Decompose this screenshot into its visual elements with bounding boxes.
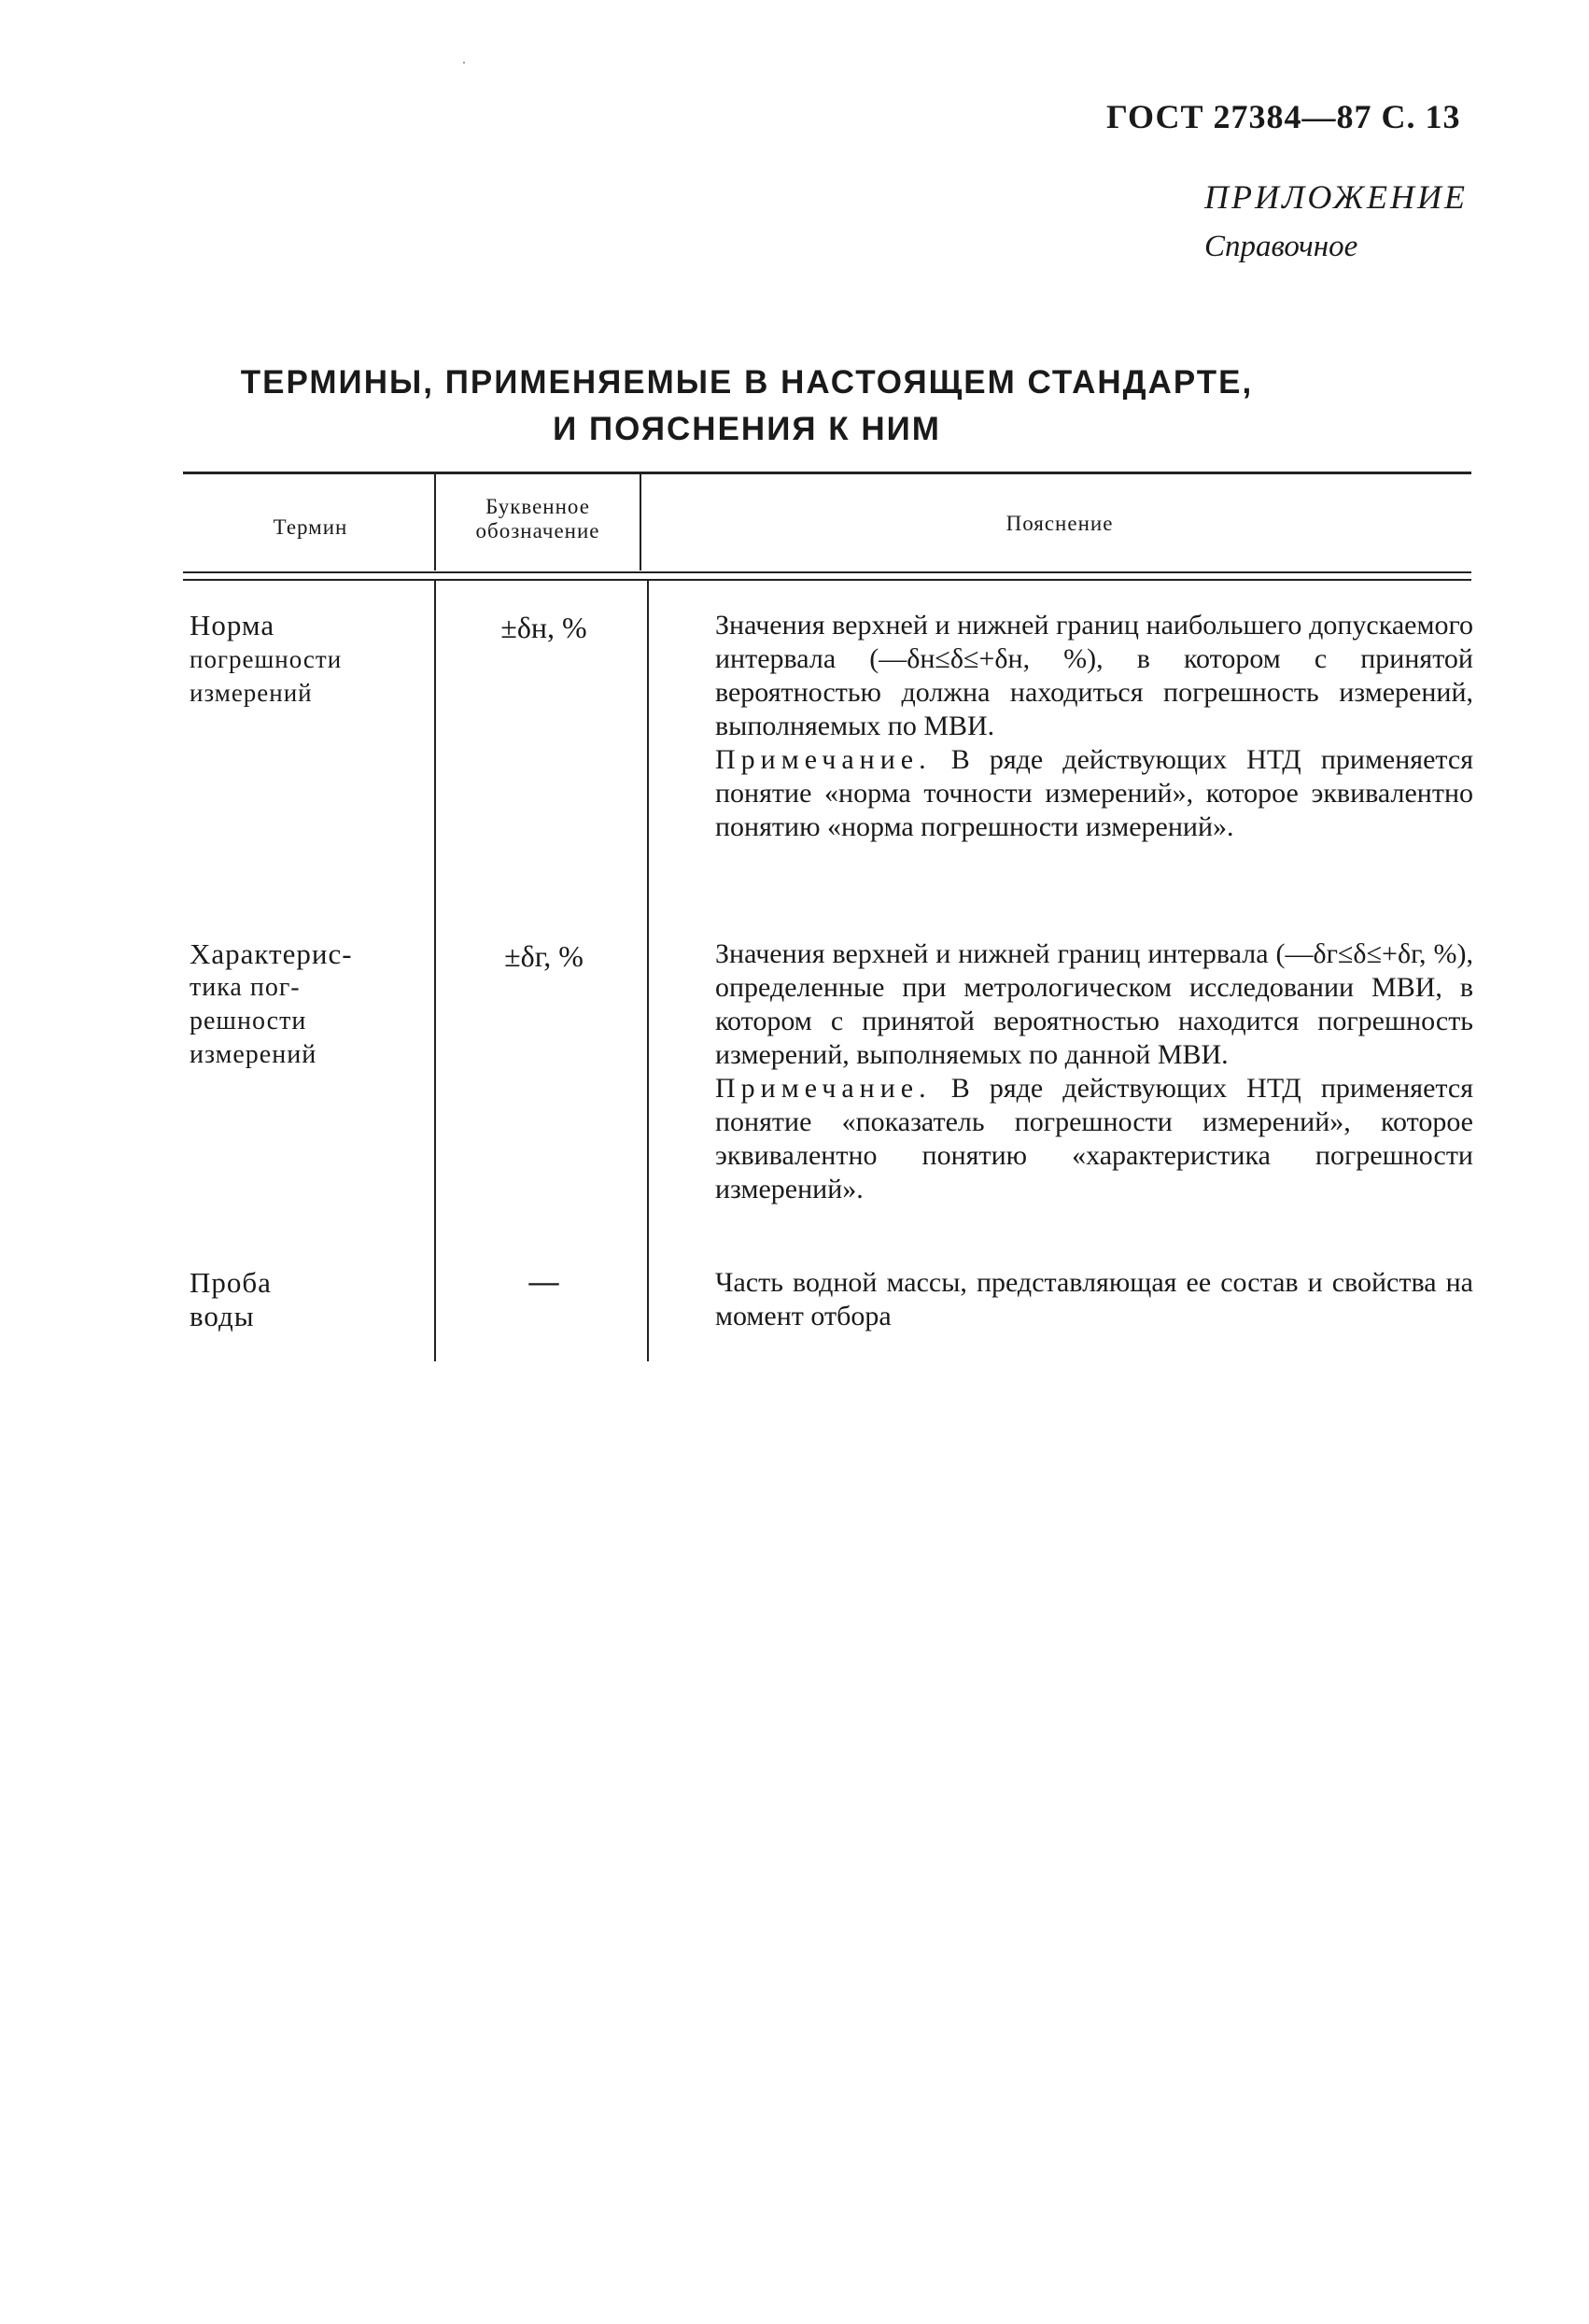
term-line: тика пог- [190,973,301,1002]
term-line: решности [190,1007,307,1035]
explanation-text: Значения верхней и нижней границ наибольшего допускаемого интервала (—δн≤δ≤+δн, %), в котором с принятой вероятностью должна находиться погрешность измерений, выполняемых по МВИ. [715,610,1473,741]
term-line: Норма [190,609,275,641]
appendix-kind: Справочное [1204,230,1358,263]
document-title-line1: ТЕРМИНЫ, ПРИМЕНЯЕМЫЕ В НАСТОЯЩЕМ СТАНДАРТЕ, [240,364,1254,401]
scan-speck [463,62,465,63]
note [715,1072,1473,1206]
table-row-1-term [190,609,423,710]
table-header-rule [183,571,1471,573]
table-row-3-explanation [715,1266,1473,1333]
term-line: погрешности [190,645,343,673]
column-header-symbol-line1: Буквенное [485,495,590,518]
term-line: Характерис- [190,937,353,970]
column-header-term: Термин [273,515,348,539]
explanation-text: Часть водной массы, представляющая ее состав и свойства на момент отбора [715,1267,1473,1331]
note-text: В ряде действующих НТД применяется понятие «норма точности измерений», которое эквивалентно понятию «норма погрешности измерений». [715,744,1474,842]
note [715,743,1473,844]
term-line: Проба [190,1266,272,1299]
note-label: Примечание. [715,744,932,775]
term-line: измерений [190,679,313,707]
table-row-2-symbol: ±δг, % [504,939,584,973]
column-header-symbol [436,495,640,543]
note-text: В ряде действующих НТД применяется понятие «показатель погрешности измерений», которое эквивалентно понятию «характеристика погрешности измерений». [715,1073,1474,1204]
document-title-line2: И ПОЯСНЕНИЯ К НИМ [553,411,941,447]
page-header: ГОСТ 27384—87 С. 13 [1106,98,1461,135]
column-header-symbol-line2: обозначение [475,519,600,542]
explanation-text: Значения верхней и нижней границ интервала (—δг≤δ≤+δг, %), определенные при метрологическом исследовании МВИ, в котором с принятой вероятностью находится погрешность измерений, выполняемых по данной МВИ. [715,938,1473,1070]
term-line: воды [190,1300,255,1332]
column-divider-2 [640,473,641,570]
table-header-rule-2 [183,579,1471,581]
table-row-1-explanation [715,609,1473,844]
table-row-2-term [190,937,423,1072]
column-header-explanation: Пояснение [1005,512,1114,535]
table-row-3-symbol: — [528,1264,559,1298]
table-row-1-symbol: ±δн, % [500,611,587,644]
note-label: Примечание. [715,1073,932,1104]
column-divider-1-body [434,581,436,1361]
term-line: измерений [190,1040,317,1069]
appendix-label: ПРИЛОЖЕНИЕ [1204,178,1468,216]
table-row-2-explanation [715,937,1473,1206]
table-row-3-term [190,1266,423,1333]
table-top-rule [183,472,1471,474]
